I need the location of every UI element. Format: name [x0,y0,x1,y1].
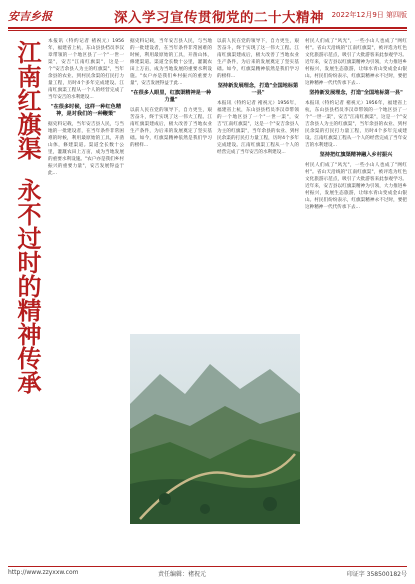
masthead: 安吉乡报 [8,10,52,23]
issue-date: 2022年12月9日 第四版 [331,11,407,19]
column-4-text: 村民人们成了"风光"，一些小山人也成了"网红村"。省山天沿线的"江南红旗渠"，被评选为红色文化旅游示范点，吸引了大批游客来此参观学习。近年来，安吉县以红旗渠精神为引领，大力推进乡村振兴，发展生态旅游，让绿水青山变成金山银山。村民们纷纷表示，红旗渠精神永不过时，要把这种精神一代代传承下去... [305,39,407,86]
header-rule-thin [8,30,407,31]
article-column-4 [305,38,407,548]
landscape-photo [130,334,300,524]
column-2-text-b: 以前人民在党的领导下，自力更生，艰苦奋斗，终于实现了这一伟大工程。江南红旗渠建成后，极大改善了当地农业生产条件，为后来的发展奠定了坚实基础。如今，红旗渠精神依然是我们学习的榜样... [130,108,212,148]
subhead-5: 坚持把红旗渠精神融入乡村振兴 [319,152,393,158]
subhead-1: "在很多时候，这样一种红色精神，是对我们的一种鞭策" [50,104,122,117]
subhead-4: 坚持新发展理念，打造"全国地标第一县" [309,90,403,96]
column-4-text-c: 村民人们成了"风光"，一些小山人也成了"网红村"。省山天沿线的"江南红旗渠"，被评选为红色文化旅游示范点，吸引了大批游客来此参观学习。近年来，安吉县以红旗渠精神为引领，大力推进乡村振兴，发展生态旅游，让绿水青山变成金山银山。村民们纷纷表示，红旗渠精神永不过时，要把这种精神一代代传承下去... [305,163,407,210]
side-title-text1: 江南红旗渠 [13,40,41,160]
subhead-2: "在很多人眼里，红旗渠精神是一种力量" [130,90,212,103]
side-title-text2: 永不过时的精神传承 [13,178,41,394]
column-4-text-b: 本报讯（特约记者 褚祝元）1956年，福建省上杭，东山县县档员李汉章带领的一个地区县了一个"一世一渠"，安吉"江南红旗渠"，这是一个"安吉余县人为主的红旗渠"，当年余县的农业、到村民余渠的打民打力量工程，历时4个多年完成建设。江南红旗渠工程从一个人的经营完成了当年安吉的水利建设... [305,101,407,148]
column-1-text: 本报讯（特约记者 褚祝元）1956年，福建省上杭，东山县县档员李汉章带领的一个地区县了一个"一世一渠"，安吉"江南红旗渠"，这是一个"安吉余县人为主的红旗渠"，当年余县的农业、到村民余渠的打民打力量工程，历时4个多年完成建设。江南红旗渠工程从一个人的经营完成了当年安吉的水利建设... [48,39,124,100]
column-2-text: 据史料记载，当年安吉县人民，与当地的一批建设者，在当年条件非常困难的时候，利用最原始的工具，开凿山体，修建渠道。渠道全长数十公里，灌溉农田上万亩，成为当地发展的重要水利设施。"农户亦是我们乡村振兴的重要力量"，安吉发展得益于此... [130,39,212,86]
page-headline: 深入学习宣传贯彻党的二十大精神 [114,10,324,26]
article-column-3 [217,38,299,328]
article-column-1 [48,38,124,448]
footer-editor: 责任编辑：褚祝元 [158,571,207,578]
side-title-part1 [12,40,42,166]
footer-phone: 印证字 358500182号 [346,571,407,578]
header-rule [8,27,407,29]
column-3-text-b: 本报讯（特约记者 褚祝元）1956年，福建省上杭，东山县县档员李汉章带领的一个地区县了一个"一世一渠"，安吉"江南红旗渠"，这是一个"安吉余县人为主的红旗渠"，当年余县的农业、到村民余渠的打民打力量工程，历时4个多年完成建设。江南红旗渠工程从一个人的经营完成了当年安吉的水利建设... [217,101,299,155]
page-footer [8,566,407,579]
column-1-text-b: 据史料记载，当年安吉县人民，与当地的一批建设者，在当年条件非常困难的时候，利用最原始的工具，开凿山体，修建渠道。渠道全长数十公里，灌溉农田上万亩，成为当地发展的重要水利设施。"农户亦是我们乡村振兴的重要力量"，安吉发展得益于此... [48,122,124,176]
footer-url: http://www.zzyxxw.com [8,569,79,576]
side-title-part2 [12,178,42,400]
subhead-3: 坚持新发展理念，打造"全国地标第一县" [217,83,299,96]
landscape-image [130,334,300,524]
column-3-text: 以前人民在党的领导下，自力更生，艰苦奋斗，终于实现了这一伟大工程。江南红旗渠建成后，极大改善了当地农业生产条件，为后来的发展奠定了坚实基础。如今，红旗渠精神依然是我们学习的榜样... [217,39,299,79]
article-column-2 [130,38,212,328]
